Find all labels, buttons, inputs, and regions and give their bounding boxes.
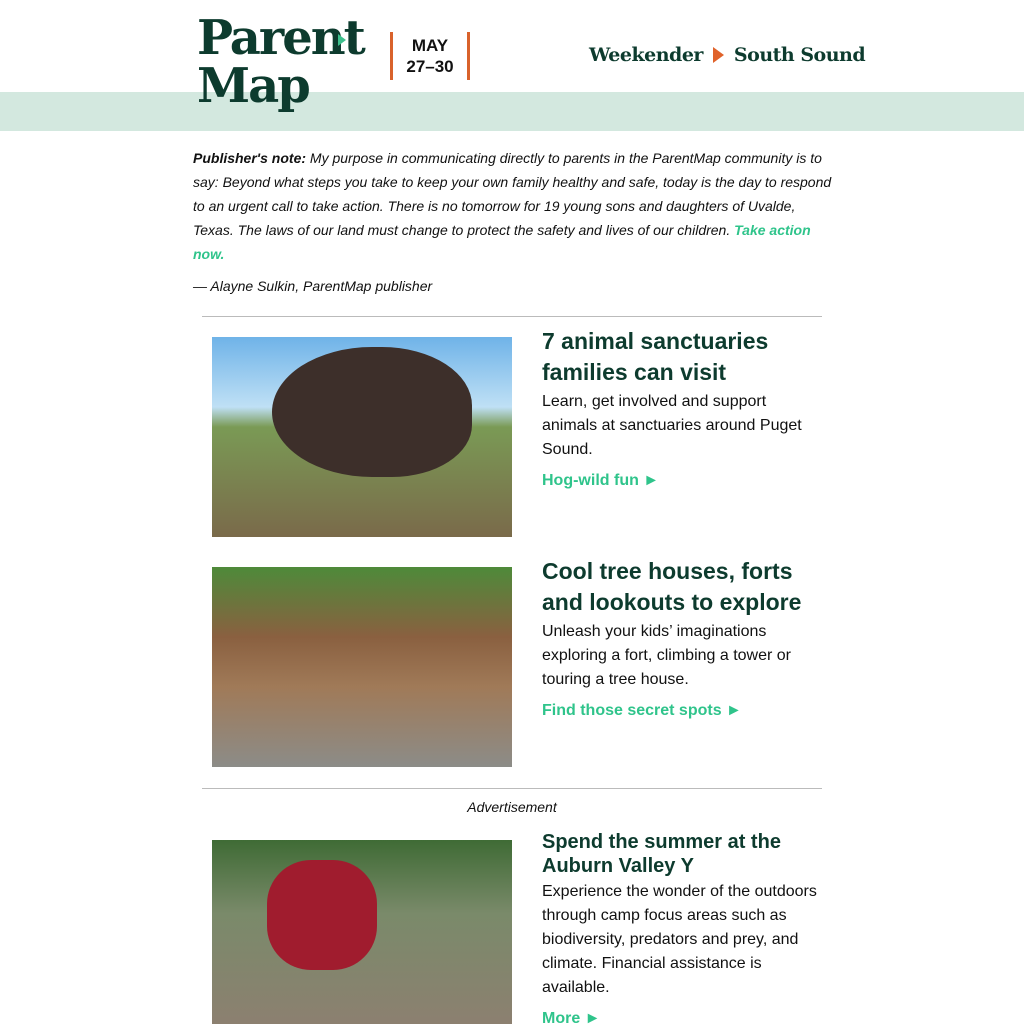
pig-image[interactable] (212, 337, 512, 537)
divider (202, 316, 822, 317)
article-title[interactable]: Cool tree houses, forts and lookouts to explore (542, 558, 802, 615)
advertisement-label: Advertisement (467, 799, 557, 815)
ad-image[interactable] (212, 840, 512, 1024)
date-month: MAY (411, 36, 449, 55)
article-link[interactable]: Hog-wild fun ► (542, 472, 660, 489)
note-label: Publisher's note: (193, 150, 307, 166)
newsletter-title (589, 44, 865, 66)
nav-weekender: Weekender (589, 44, 703, 66)
date-range: 27–30 (406, 57, 454, 76)
note-text: My purpose in communicating directly to parents in the ParentMap community is to say: Beyond what steps you take to keep your own family healthy and safe, today is the day to respond to an urgent call to take action. There is no tomorrow for 19 young sons and daughters of Uvalde, Texas. The laws of our land must change to protect the safety and lives of our children. (193, 150, 832, 238)
divider (202, 788, 822, 789)
article-body: Unleash your kids’ imaginations exploring a fort, climbing a tower or touring a tree house. (542, 623, 791, 688)
signature: — Alayne Sulkin, ParentMap publisher (193, 278, 433, 294)
take-action-link[interactable]: Take action now. (193, 222, 811, 262)
publisher-note (193, 146, 833, 266)
article-card (542, 326, 822, 490)
article-title[interactable]: 7 animal sanctuaries families can visit (542, 328, 769, 385)
ad-more-link[interactable]: More ► (542, 1010, 601, 1027)
article-body: Learn, get involved and support animals at sanctuaries around Puget Sound. (542, 393, 802, 458)
ad-card (542, 830, 822, 1028)
triangle-right-icon (713, 47, 724, 63)
ad-title[interactable]: Spend the summer at the Auburn Valley Y (542, 831, 781, 877)
logo-triangle-icon (338, 34, 346, 46)
article-card (542, 556, 822, 720)
logo-line1: Parent (197, 10, 364, 66)
logo-line2: Map (197, 58, 309, 114)
parentmap-logo[interactable] (197, 10, 364, 114)
nav-south-sound: South Sound (733, 44, 866, 66)
treehouse-image[interactable] (212, 567, 512, 767)
ad-body: Experience the wonder of the outdoors through camp focus areas such as biodiversity, predators and prey, and climate. Financial assistance is available. (542, 883, 817, 996)
date-badge (390, 32, 470, 80)
article-link[interactable]: Find those secret spots ► (542, 702, 742, 719)
pig-shape (272, 347, 472, 477)
child-shape (267, 860, 377, 970)
header-band (0, 92, 1024, 131)
